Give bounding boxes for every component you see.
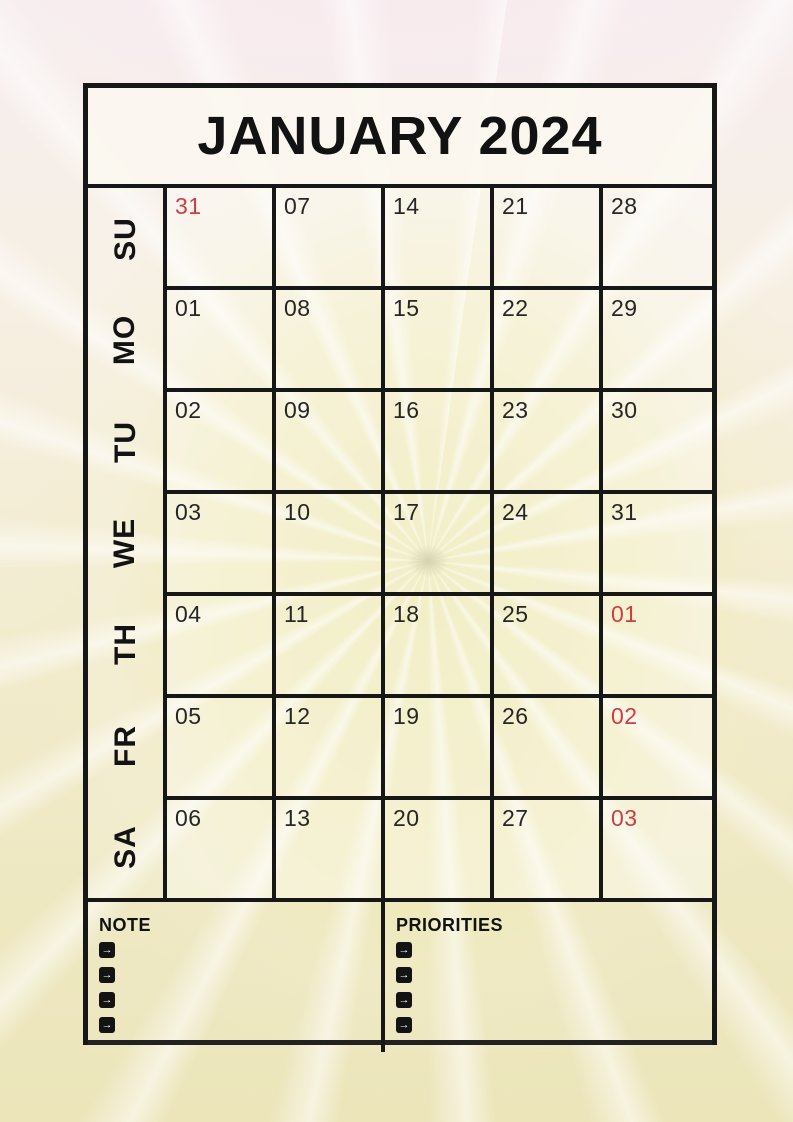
date-number: 01 — [611, 601, 638, 627]
weekday-label: FR — [108, 724, 142, 767]
note-section — [88, 902, 385, 1052]
date-number: 03 — [611, 805, 638, 831]
date-cell — [603, 188, 712, 290]
date-cell — [385, 188, 494, 290]
date-number: 25 — [502, 601, 529, 627]
date-number: 28 — [611, 193, 638, 219]
date-cell — [276, 596, 385, 698]
date-number: 17 — [393, 499, 420, 525]
arrow-right-icon: → — [396, 992, 412, 1008]
date-cell — [276, 698, 385, 800]
date-number: 23 — [502, 397, 529, 423]
date-number: 21 — [502, 193, 529, 219]
weekday-label: WE — [108, 517, 142, 569]
date-number: 11 — [284, 601, 309, 627]
date-number: 03 — [175, 499, 202, 525]
date-cell — [385, 392, 494, 494]
date-number: 12 — [284, 703, 311, 729]
weekday-row-su — [88, 188, 163, 289]
date-number: 13 — [284, 805, 311, 831]
date-cell — [494, 392, 603, 494]
date-cell — [385, 698, 494, 800]
arrow-right-icon: → — [99, 967, 115, 983]
date-cell — [276, 392, 385, 494]
date-number: 24 — [502, 499, 529, 525]
date-number: 10 — [284, 499, 311, 525]
date-cell — [167, 392, 276, 494]
weekday-row-we — [88, 492, 163, 593]
date-cell — [494, 188, 603, 290]
date-cell — [603, 392, 712, 494]
weekday-row-fr — [88, 695, 163, 796]
date-cell — [167, 188, 276, 290]
date-cell — [167, 494, 276, 596]
calendar-title: JANUARY 2024 — [197, 106, 603, 166]
date-cell — [494, 596, 603, 698]
date-number: 30 — [611, 397, 638, 423]
date-cell — [494, 290, 603, 392]
weekday-row-sa — [88, 797, 163, 898]
arrow-right-icon: → — [396, 1017, 412, 1033]
arrow-right-icon: → — [99, 1017, 115, 1033]
date-cell — [603, 698, 712, 800]
date-cell — [276, 800, 385, 902]
date-number: 09 — [284, 397, 311, 423]
date-number: 22 — [502, 295, 529, 321]
date-number: 31 — [175, 193, 202, 219]
date-cell — [603, 800, 712, 902]
date-number: 02 — [611, 703, 638, 729]
arrow-right-icon: → — [99, 992, 115, 1008]
date-number: 08 — [284, 295, 311, 321]
date-number: 29 — [611, 295, 638, 321]
date-number: 14 — [393, 193, 420, 219]
arrow-right-icon: → — [396, 942, 412, 958]
priorities-section — [385, 902, 712, 1052]
date-cell — [276, 290, 385, 392]
weekday-label: SA — [108, 825, 142, 870]
weekday-label: TH — [108, 623, 142, 666]
priorities-title: PRIORITIES — [396, 915, 504, 935]
weekday-row-tu — [88, 391, 163, 492]
date-cell — [167, 698, 276, 800]
date-cell — [385, 494, 494, 596]
date-cell — [167, 290, 276, 392]
weekday-label: TU — [108, 420, 142, 463]
arrow-right-icon: → — [99, 942, 115, 958]
date-cell — [385, 290, 494, 392]
date-cell — [167, 596, 276, 698]
date-number: 20 — [393, 805, 420, 831]
note-title: NOTE — [99, 915, 152, 935]
date-cell — [276, 494, 385, 596]
date-number: 02 — [175, 397, 202, 423]
date-number: 05 — [175, 703, 202, 729]
date-number: 18 — [393, 601, 420, 627]
date-cell — [603, 290, 712, 392]
weekday-label: SU — [108, 216, 142, 261]
date-number: 01 — [175, 295, 202, 321]
date-number: 31 — [611, 499, 638, 525]
date-number: 26 — [502, 703, 529, 729]
weekday-label-column — [88, 188, 167, 902]
date-cell — [603, 494, 712, 596]
weekday-row-th — [88, 594, 163, 695]
date-number: 15 — [393, 295, 420, 321]
date-cell — [494, 494, 603, 596]
calendar-header — [88, 88, 712, 188]
date-number: 16 — [393, 397, 420, 423]
date-cell — [276, 188, 385, 290]
date-cell — [167, 800, 276, 902]
date-cell — [494, 698, 603, 800]
date-cell — [385, 800, 494, 902]
weekday-label: MO — [108, 314, 142, 366]
date-number: 06 — [175, 805, 202, 831]
date-cell — [603, 596, 712, 698]
date-cell — [494, 800, 603, 902]
arrow-right-icon: → — [396, 967, 412, 983]
date-number: 27 — [502, 805, 529, 831]
calendar-sheet — [83, 83, 717, 1045]
date-cell — [385, 596, 494, 698]
date-number: 04 — [175, 601, 202, 627]
date-number: 07 — [284, 193, 311, 219]
weekday-row-mo — [88, 289, 163, 390]
date-number: 19 — [393, 703, 420, 729]
